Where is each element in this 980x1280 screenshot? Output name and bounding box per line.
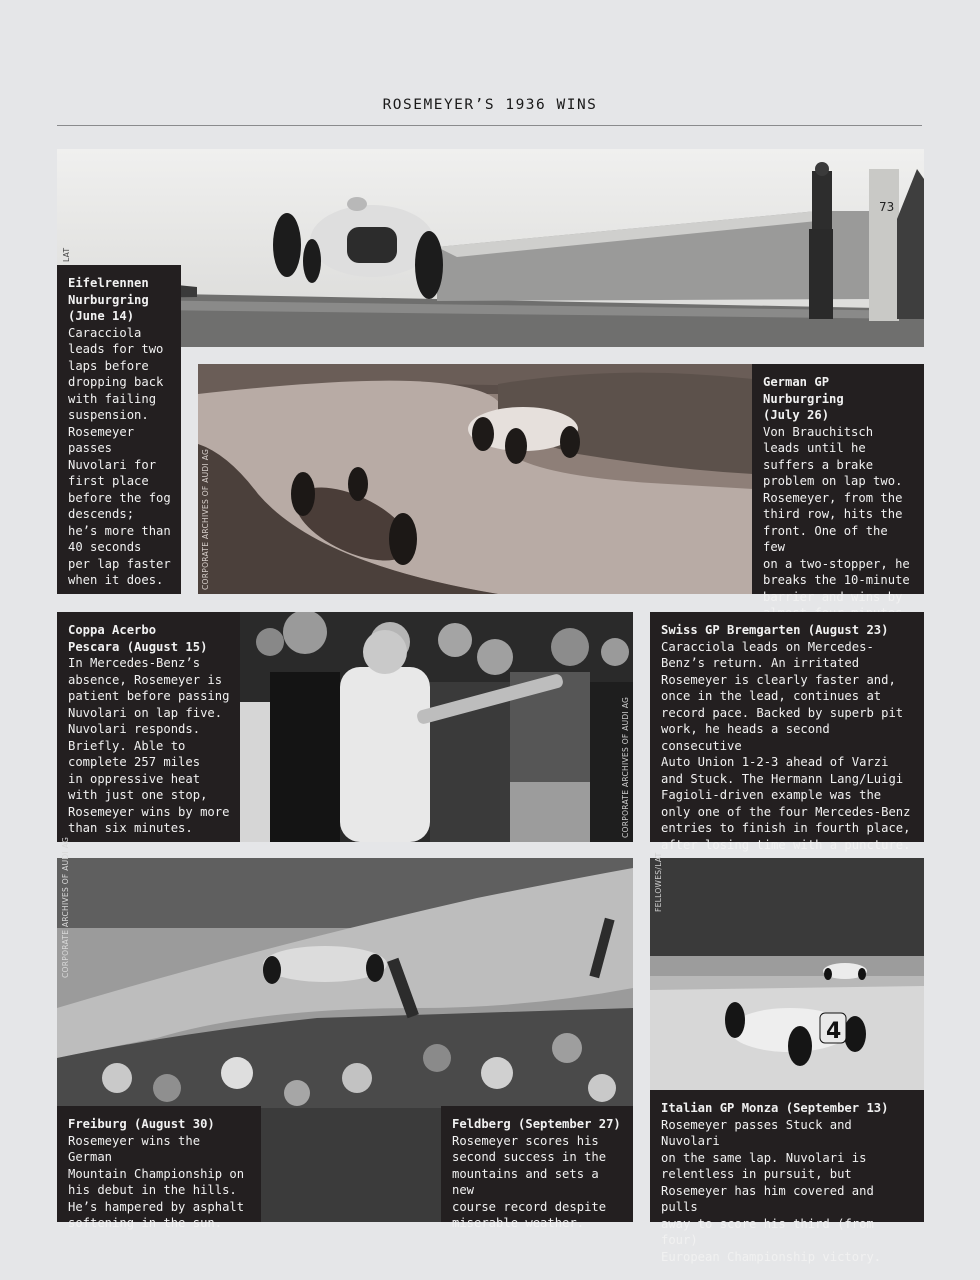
caption-eifelrennen-body: Caracciola leads for two laps before dropping back with failing suspension. Rosemeyer passes Nuvolari for first place before the fog descends; he’s more than 40 seconds per lap faster when it does. [68,325,171,587]
caption-freiburg [57,1106,261,1230]
caption-eifelrennen-heading: Eifelrennen Nurburgring (June 14) [68,276,149,323]
caption-monza-heading: Italian GP Monza (September 13) [661,1101,889,1115]
photo-credit-coppa-acerbo: CORPORATE ARCHIVES OF AUDI AG [621,696,630,838]
title-rule [57,125,922,126]
caption-coppa-acerbo-heading: Coppa Acerbo Pescara (August 15) [68,623,208,654]
caption-swiss-gp-heading: Swiss GP Bremgarten (August 23) [661,623,889,637]
photo-credit-german-gp: CORPORATE ARCHIVES OF AUDI AG [201,448,210,590]
car-number: 4 [826,1019,842,1044]
caption-feldberg-heading: Feldberg (September 27) [452,1117,621,1131]
race-car-distant [823,963,867,980]
caption-swiss-gp-body: Caracciola leads on Mercedes- Benz’s return. An irritated Rosemeyer is clearly faster and, once in the lead, continues at record pace. Backed by superb pit work, he heads a second consecutive Auto Union 1-2-3 ahead of Varzi and Stuck. The Hermann Lang/Luigi Fagioli-driven example was the only one of the four Mercedes-Benz entries to finish in fourth place, after losing time with a puncture. [661,639,911,852]
caption-coppa-acerbo-body: In Mercedes-Benz’s absence, Rosemeyer is patient before passing Nuvolari on lap five. Nuvolari responds. Briefly. Able to complete 257 miles in oppressive heat with just one stop, Rosemeyer wins by more than six minutes. [68,656,230,835]
photo-monza [650,858,924,1090]
caption-feldberg-body: Rosemeyer scores his second success in the mountains and sets a new course record despite miserable weather. [452,1133,607,1230]
km-marker: 73 [879,200,895,214]
caption-monza [650,1090,924,1264]
photo-credit-eifelrennen: LAT [62,247,71,262]
caption-eifelrennen [57,265,181,594]
page-title: ROSEMEYER’S 1936 WINS [382,97,598,113]
caption-german-gp-body: Von Brauchitsch leads until he suffers a brake problem on lap two. Rosemeyer, from the third row, hits the front. One of the few on a two-stopper, he breaks the 10-minute barrier and wins by [763,424,910,604]
caption-coppa-acerbo [57,612,241,842]
caption-freiburg-body: Rosemeyer wins the German Mountain Championship on his debut in the hills. He’s hampered by asphalt softening in the sun. [68,1133,245,1230]
caption-freiburg-heading: Freiburg (August 30) [68,1117,215,1131]
photo-german-gp [198,364,753,594]
photo-coppa-acerbo [240,612,633,842]
caption-swiss-gp [650,612,924,852]
caption-german-gp-heading: German GP Nurburgring (July 26) [763,375,844,422]
photo-credit-monza: FELLOWES/LAT [654,852,663,912]
caption-german-gp [752,364,924,604]
caption-monza-body: Rosemeyer passes Stuck and Nuvolari on the same lap. Nuvolari is relentless in pursuit, but Rosemeyer has him covered and pulls away to score his third (from four) European Championship victory. [661,1117,882,1264]
photo-credit-freiburg: CORPORATE ARCHIVES OF AUDI AG [61,836,70,978]
photo-eifelrennen [57,149,924,347]
caption-feldberg [441,1106,633,1230]
